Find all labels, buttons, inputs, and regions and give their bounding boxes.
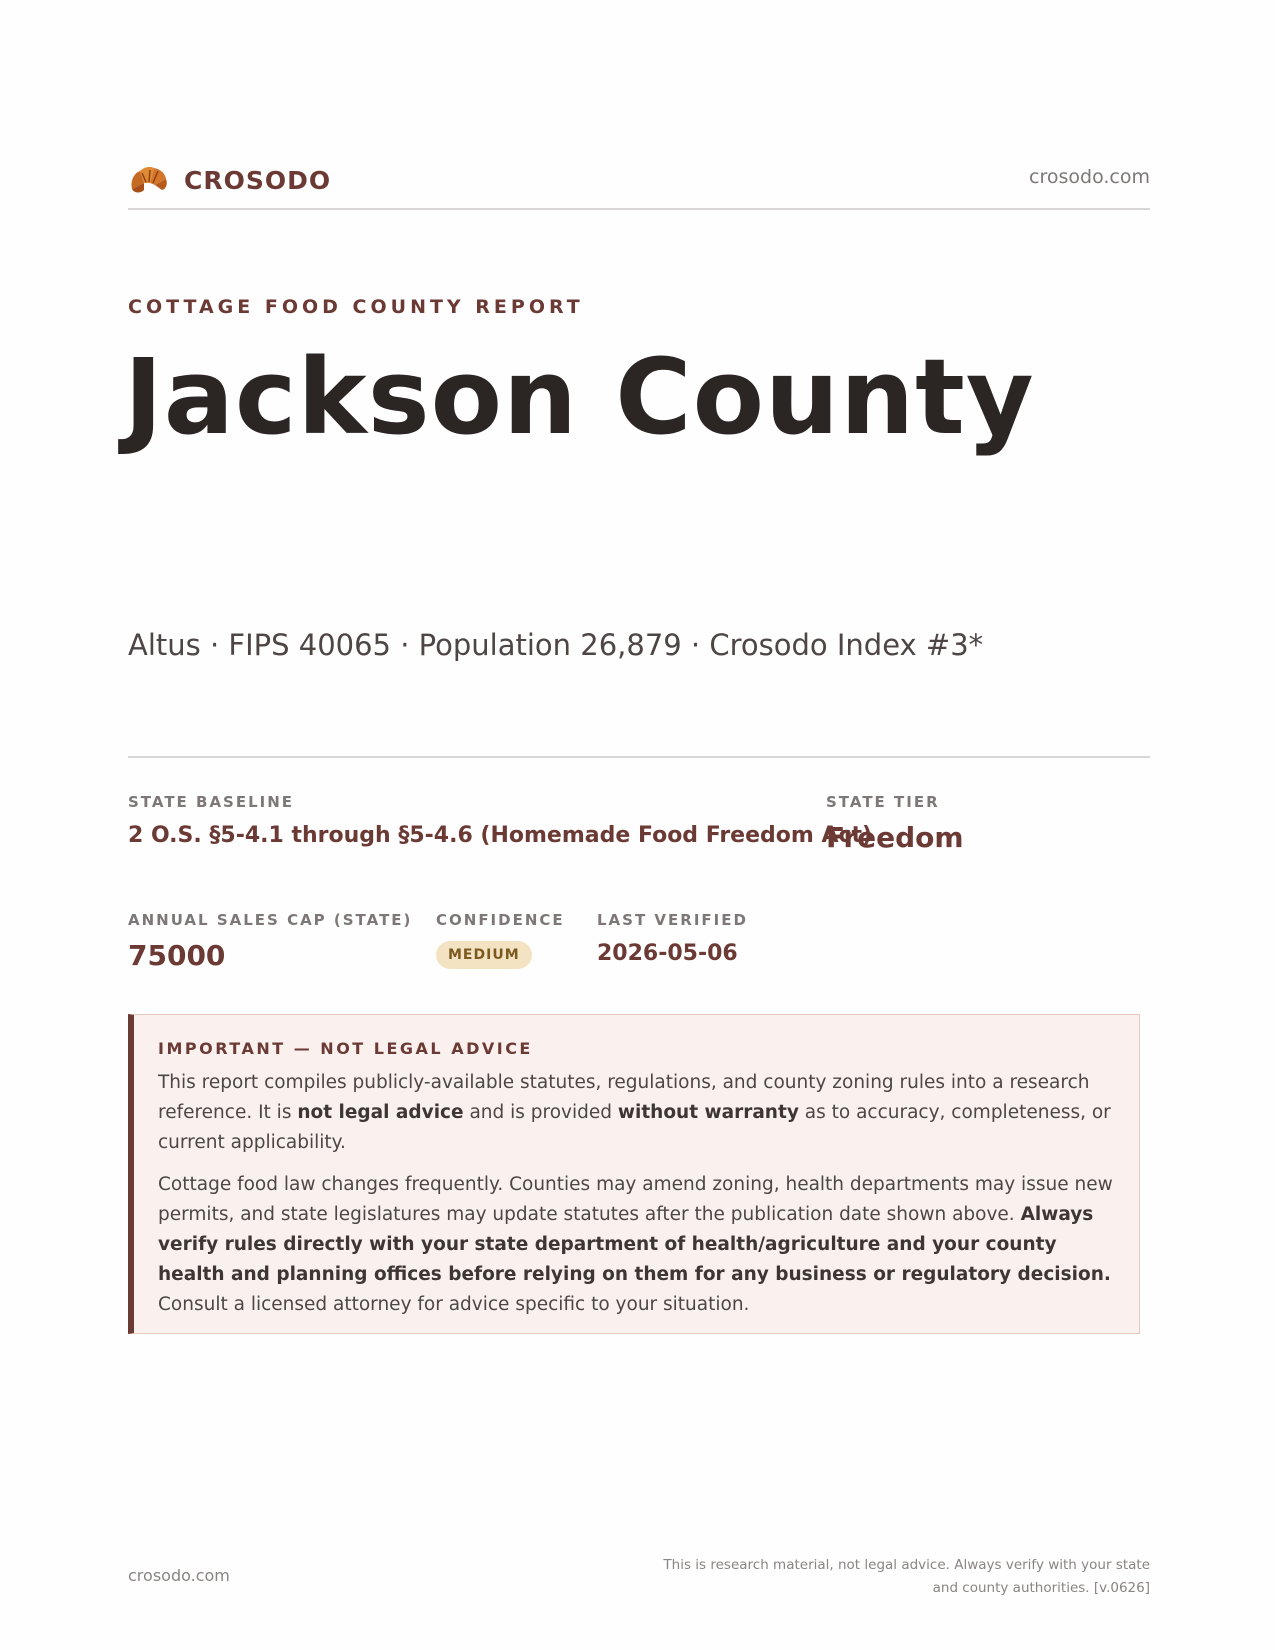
notice-paragraph-2 — [158, 1170, 1115, 1320]
legal-notice — [128, 1014, 1140, 1334]
confidence-field — [436, 911, 565, 969]
county-summary: Altus · FIPS 40065 · Population 26,879 · Crosodo Index #3* — [128, 628, 984, 662]
brand[interactable] — [128, 158, 331, 202]
section-divider — [128, 756, 1150, 758]
notice-text: Consult a licensed attorney for advice specific to your situation. — [158, 1294, 750, 1315]
notice-text: This report compiles publicly-available statutes, regulations, and county zoning rules into a research reference. It is — [158, 1072, 1090, 1123]
notice-title: IMPORTANT — NOT LEGAL ADVICE — [158, 1039, 533, 1058]
notice-emphasis: Always verify rules directly with your state department of health/agriculture and your county health and planning offices before relying on them for any business or regulatory decision. — [158, 1204, 1111, 1285]
croissant-icon — [128, 159, 170, 201]
last-verified-label: LAST VERIFIED — [597, 911, 748, 929]
sales-cap-value: 75000 — [128, 939, 226, 972]
report-page — [124, 0, 1150, 1650]
state-tier-field — [826, 793, 964, 854]
notice-emphasis: not legal advice — [297, 1102, 464, 1123]
sales-cap-label: ANNUAL SALES CAP (STATE) — [128, 911, 413, 929]
brand-name: CROSODO — [184, 165, 332, 195]
footer-disclaimer — [630, 1554, 1150, 1600]
notice-text: as to accuracy, completeness, or current applicability. — [158, 1102, 1111, 1153]
notice-text: Cottage food law changes frequently. Counties may amend zoning, health departments may issue new permits, and state legislatures may update statutes after the publication date shown above. — [158, 1174, 1113, 1225]
footer-disclaimer-line-2: and county authorities. [v.0626] — [932, 1580, 1150, 1596]
sales-cap-field — [128, 911, 412, 972]
confidence-label: CONFIDENCE — [436, 911, 565, 929]
confidence-badge: MEDIUM — [436, 941, 532, 969]
notice-paragraph-1 — [158, 1068, 1115, 1158]
page-title: Jackson County — [124, 336, 1035, 458]
last-verified-value: 2026-05-06 — [597, 941, 738, 966]
page-header — [128, 158, 1150, 202]
notice-text: and is provided — [463, 1102, 618, 1123]
footer-disclaimer-line-1: This is research material, not legal advice. Always verify with your state — [663, 1557, 1150, 1573]
state-baseline-field — [128, 793, 872, 848]
footer-site-link[interactable]: crosodo.com — [128, 1566, 230, 1585]
header-site-link[interactable]: crosodo.com — [1029, 166, 1150, 188]
last-verified-field — [597, 911, 748, 966]
state-baseline-value: 2 O.S. §5-4.1 through §5-4.6 (Homemade Food Freedom Act) — [128, 823, 873, 848]
state-tier-label: STATE TIER — [826, 793, 940, 811]
report-eyebrow: COTTAGE FOOD COUNTY REPORT — [128, 296, 584, 318]
state-tier-value: Freedom — [826, 821, 964, 854]
state-baseline-label: STATE BASELINE — [128, 793, 295, 811]
header-divider — [128, 208, 1150, 210]
notice-emphasis: without warranty — [617, 1102, 799, 1123]
